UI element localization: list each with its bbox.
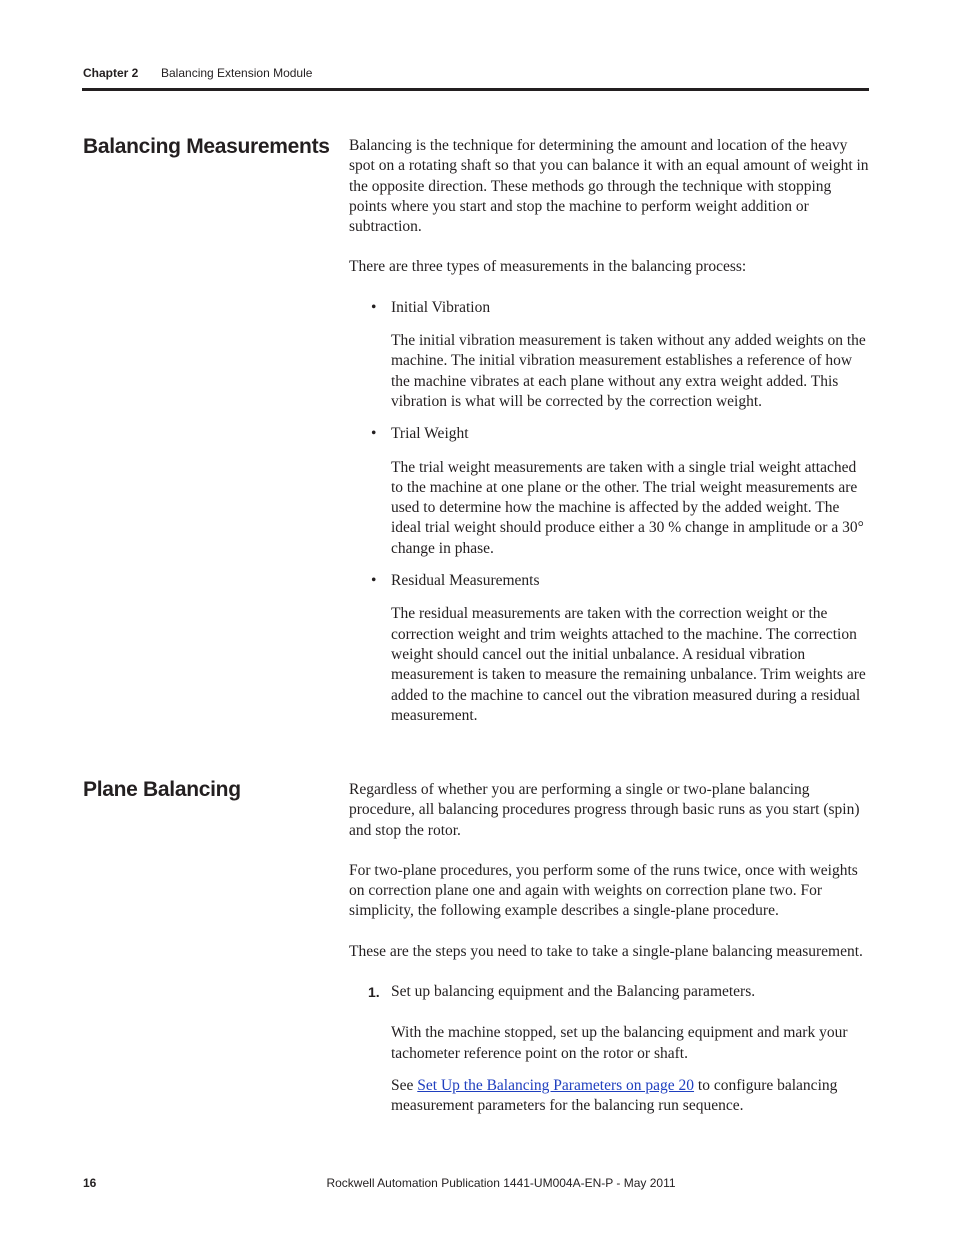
header-chapter: Chapter 2 <box>83 66 139 80</box>
bullet-description: The initial vibration measurement is taken without any added weights on the machine. The initial vibration measurement establishes a reference of how the machine vibrates at each plane without any extra weight added. This vibration is what will be corrected by the correction weight. <box>391 332 866 410</box>
cross-reference-link[interactable]: Set Up the Balancing Parameters on page 20 <box>417 1076 695 1094</box>
bullet-label: Residual Measurements <box>391 572 540 590</box>
see-suffix: to configure balancing measurement parameters for the balancing run sequence. <box>391 1076 838 1115</box>
lead-paragraph: There are three types of measurements in the balancing process: <box>349 258 747 276</box>
step-see-reference <box>349 1076 871 1117</box>
paragraph: Regardless of whether you are performing a single or two-plane balancing procedure, all balancing procedures progress through basic runs as you start (spin) and stop the rotor. <box>349 781 860 839</box>
section-body-balancing-measurements <box>349 136 871 726</box>
bullet-item-trial-weight <box>349 424 871 444</box>
bullet-label: Initial Vibration <box>391 298 491 316</box>
paragraph: These are the steps you need to take to take a single-plane balancing measurement. <box>349 942 863 960</box>
bullet-item-residual-measurements <box>349 571 871 591</box>
step-item-1 <box>349 982 871 1002</box>
step-label: Set up balancing equipment and the Balancing parameters. <box>391 983 756 1001</box>
bullet-glyph: • <box>371 572 377 590</box>
bullet-glyph: • <box>371 298 377 316</box>
step-number: 1. <box>368 984 380 1001</box>
bullet-description: The residual measurements are taken with the correction weight or the correction weight and trim weights attached to the machine. The correction weight should cancel out the initial unbalance. A residual vibration measurement is taken to measure the remaining unbalance. Trim weights are added to the machine to cancel out the vibration measured during a residual measurement. <box>391 605 866 724</box>
footer-publication: Rockwell Automation Publication 1441-UM004A-EN-P - May 2011 <box>326 1176 676 1190</box>
step-description: With the machine stopped, set up the balancing equipment and mark your tachometer reference point on the rotor or shaft. <box>391 1024 848 1062</box>
bullet-label: Trial Weight <box>391 425 469 443</box>
intro-paragraph: Balancing is the technique for determining the amount and location of the heavy spot on a rotating shaft so that you can balance it with an equal amount of weight in the opposite direction. These methods go through the technique with stopping points where you start and stop the machine to perform weight addition or subtraction. <box>349 137 869 236</box>
bullet-description: The trial weight measurements are taken with a single trial weight attached to the machine at one plane or the other. The trial weight measurements are used to determine how the machine is affected by the added weight. The ideal trial weight should produce either a 30 % change in amplitude or a 30° change in phase. <box>391 458 864 557</box>
footer-page-number: 16 <box>83 1176 97 1190</box>
section-heading-balancing-measurements: Balancing Measurements <box>83 135 330 158</box>
header-rule <box>82 88 869 91</box>
bullet-item-initial-vibration <box>349 298 871 318</box>
paragraph: For two-plane procedures, you perform some of the runs twice, once with weights on correction plane one and again with weights on correction plane two. For simplicity, the following example describes a single-plane procedure. <box>349 861 858 920</box>
header-title: Balancing Extension Module <box>161 66 313 80</box>
bullet-glyph: • <box>371 425 377 443</box>
section-body-plane-balancing <box>349 780 871 1117</box>
see-prefix: See <box>391 1076 418 1094</box>
section-heading-plane-balancing: Plane Balancing <box>83 778 241 801</box>
